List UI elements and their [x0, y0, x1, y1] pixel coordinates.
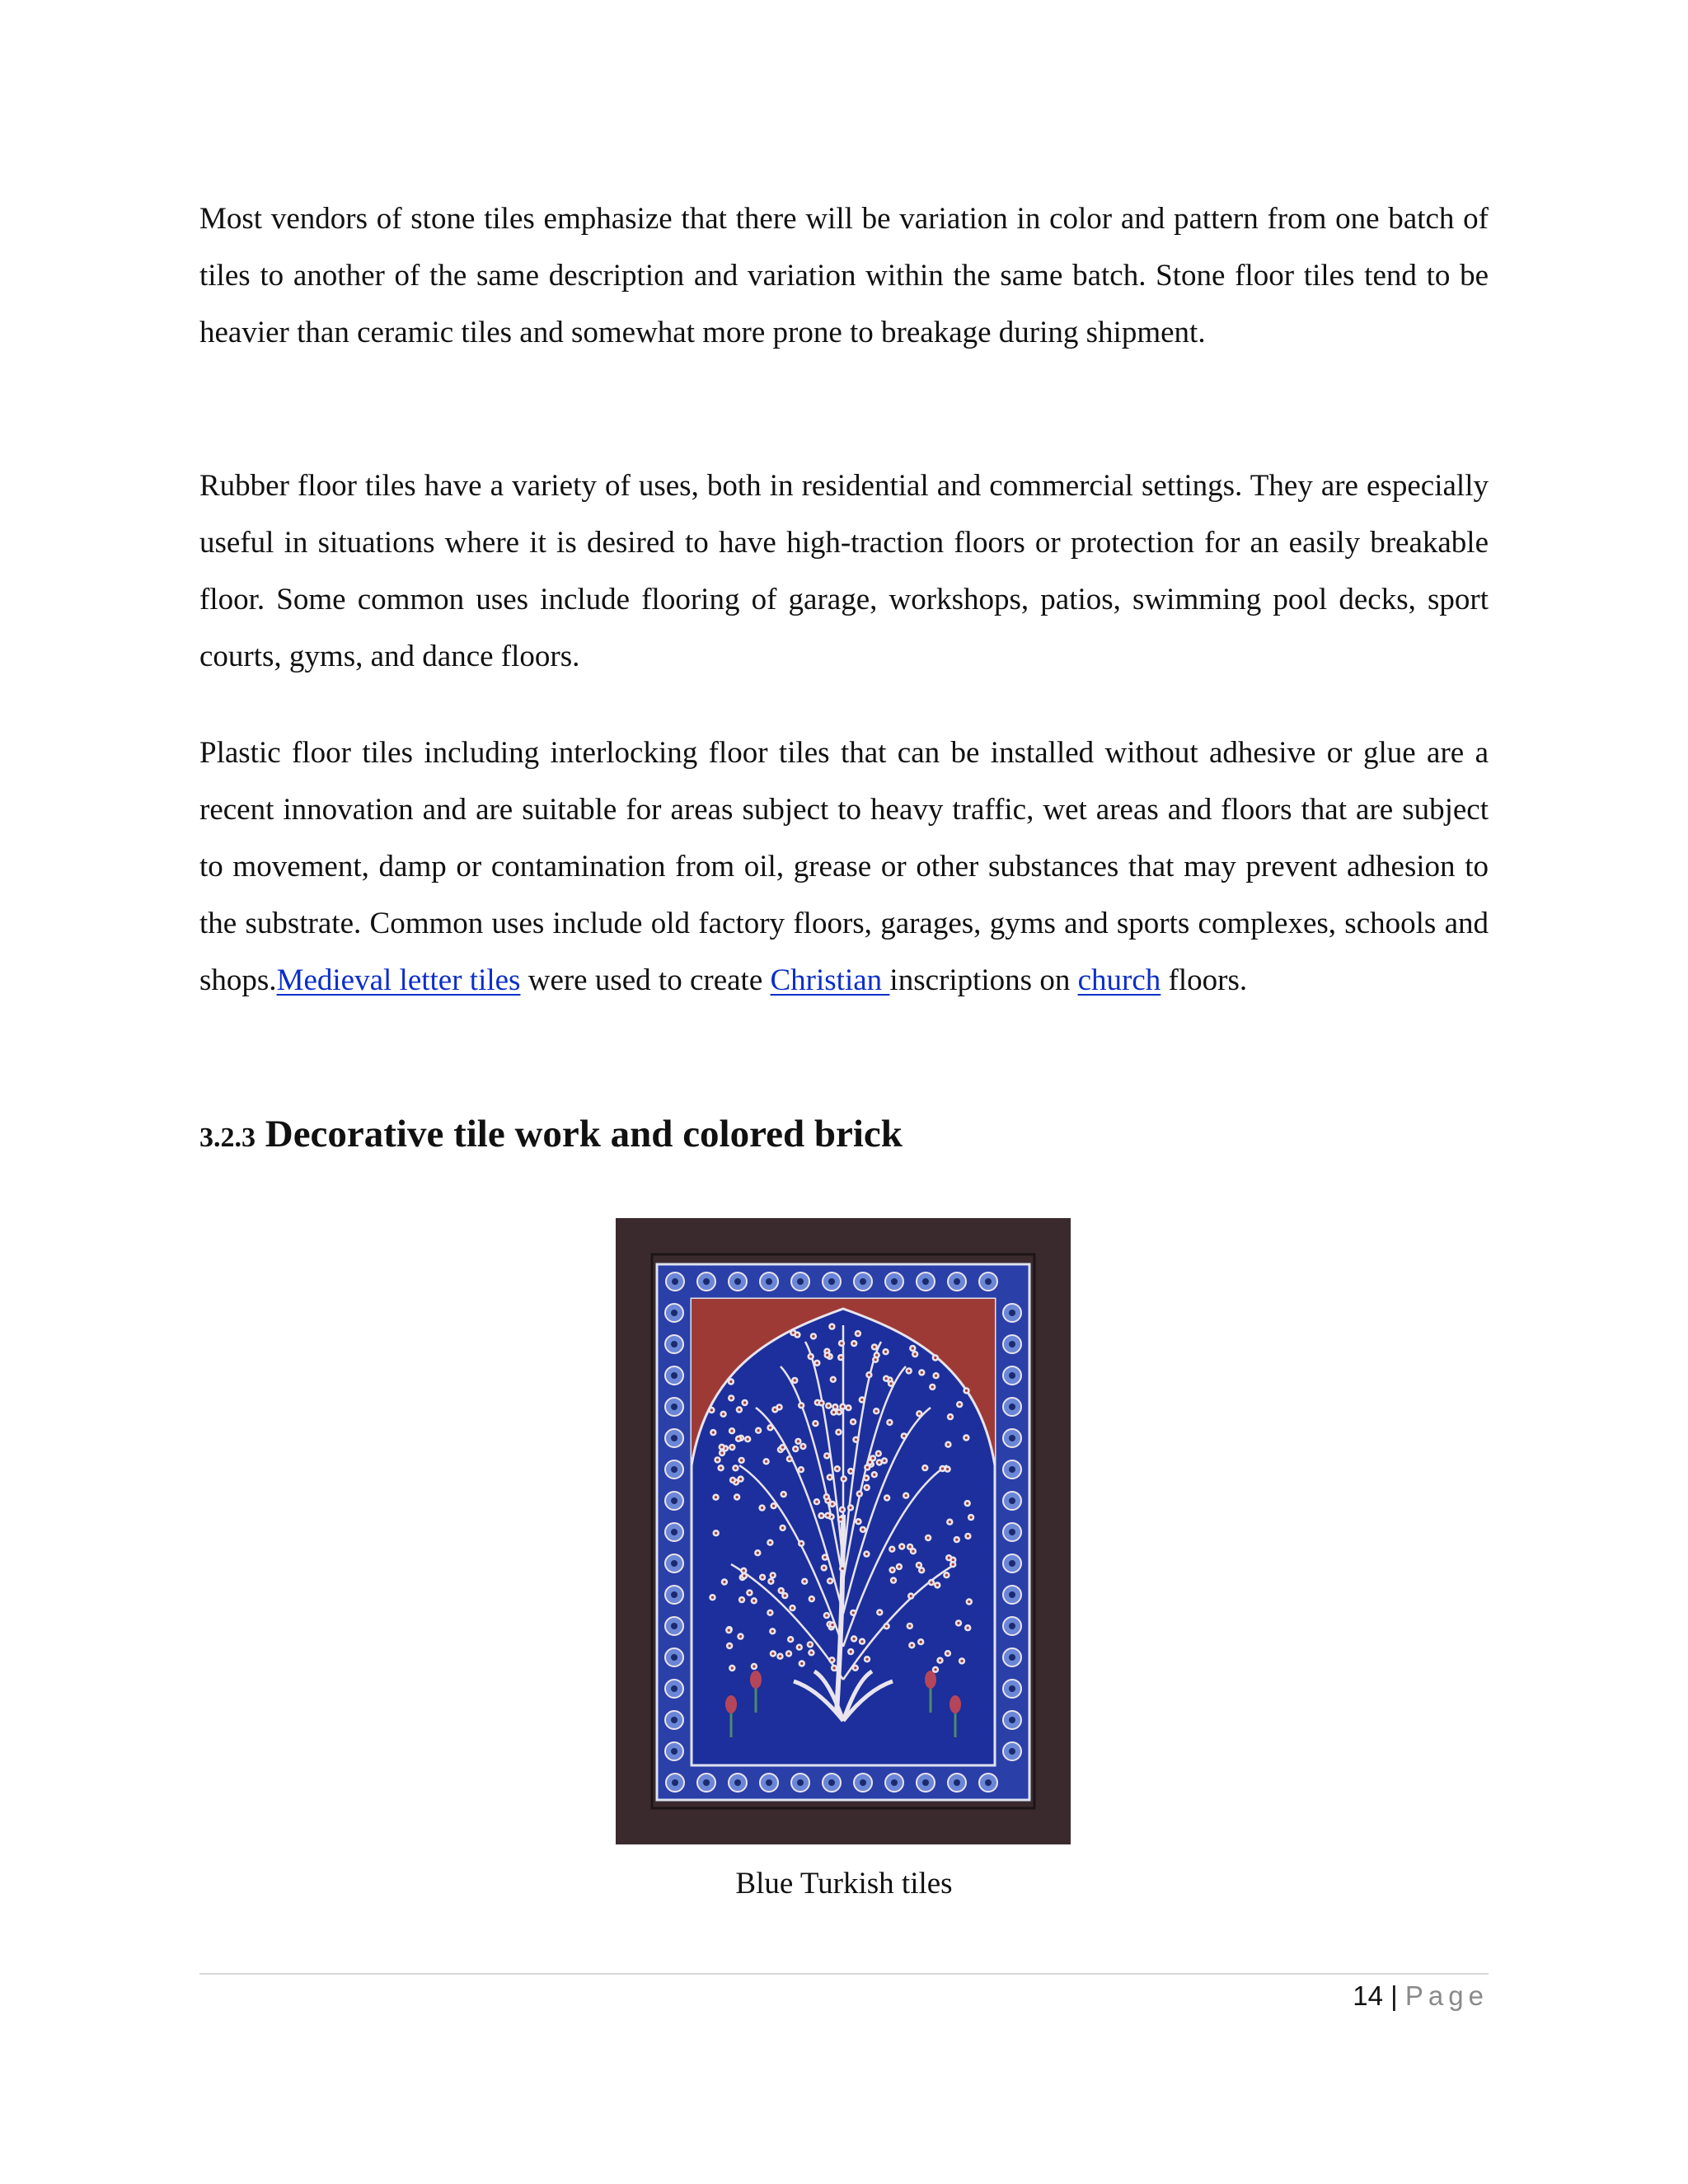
tulip-bloom [725, 1695, 737, 1713]
blossom-center [837, 1431, 840, 1433]
blossom-center [878, 1461, 880, 1464]
blossom-center [832, 1411, 835, 1413]
blossom-center [800, 1662, 803, 1665]
blossom-center [730, 1430, 733, 1432]
blossom-center [910, 1595, 912, 1597]
rosette-center [1009, 1372, 1015, 1379]
blossom-center [852, 1421, 855, 1423]
tulip-bloom [750, 1671, 762, 1689]
rosette-center [922, 1278, 929, 1285]
rosette-center [985, 1779, 992, 1786]
blossom-center [753, 1600, 755, 1602]
blossom-center [740, 1459, 743, 1461]
blossom-center [787, 1652, 790, 1655]
blossom-center [955, 1539, 958, 1541]
blossom-center [889, 1382, 892, 1385]
rosette-center [1009, 1466, 1015, 1473]
tulip-bloom [925, 1671, 936, 1689]
blossom-center [883, 1460, 885, 1462]
blossom-center [875, 1410, 878, 1413]
blossom-center [799, 1469, 802, 1471]
blossom-center [946, 1652, 949, 1655]
paragraph-text: floors. [1160, 963, 1248, 997]
rosette-center [671, 1372, 678, 1379]
paragraph-text: inscriptions on [889, 963, 1078, 997]
blossom-center [736, 1496, 738, 1498]
blossom-center [967, 1535, 969, 1537]
blossom-center [889, 1421, 891, 1423]
rosette-center [1009, 1310, 1015, 1316]
blossom-center [720, 1446, 723, 1448]
blossom-center [854, 1666, 856, 1669]
blossom-center [957, 1622, 959, 1624]
blossom-center [730, 1397, 733, 1399]
blossom-center [911, 1644, 913, 1647]
blossom-center [820, 1515, 823, 1517]
blossom-center [842, 1405, 844, 1408]
blossom-center [770, 1580, 772, 1582]
blossom-center [852, 1611, 855, 1614]
blossom-center [865, 1658, 868, 1661]
blossom-center [841, 1508, 843, 1511]
rosette-center [671, 1591, 678, 1598]
blossom-center [931, 1385, 934, 1388]
blossom-center [739, 1635, 742, 1638]
rosette-center [734, 1278, 741, 1285]
blossom-center [729, 1644, 731, 1647]
blossom-center [939, 1659, 941, 1661]
blossom-center [868, 1374, 870, 1376]
blossom-center [757, 1552, 759, 1554]
blossom-center [827, 1514, 829, 1516]
blossom-center [945, 1574, 948, 1577]
rosette-center [671, 1623, 678, 1629]
rosette-center [1009, 1654, 1015, 1661]
rosette-center [703, 1779, 710, 1786]
link-medieval-letter-tiles[interactable]: Medieval letter tiles [276, 963, 521, 997]
blossom-center [716, 1459, 719, 1461]
blossom-center [873, 1346, 875, 1348]
page-footer [1353, 1977, 1489, 2015]
blossom-center [794, 1379, 796, 1381]
blossom-center [965, 1390, 968, 1392]
blossom-center [798, 1646, 800, 1648]
blossom-center [860, 1399, 863, 1401]
blossom-center [772, 1505, 775, 1507]
paragraph-text: Rubber floor tiles have a variety of uses, both in residential and commercial settings. They are especially useful in situations where it is desired to have high-traction floors or protection for an easily breakable floor. Some common uses include flooring of garage, workshops, patios, swimming pool decks, sport courts, gyms, and dance floors. [199, 469, 1489, 673]
blossom-center [761, 1507, 763, 1509]
blossom-center [840, 1342, 842, 1344]
blossom-center [842, 1478, 845, 1480]
blossom-center [781, 1526, 784, 1529]
blossom-center [879, 1611, 881, 1614]
blossom-center [825, 1615, 828, 1617]
rosette-center [671, 1466, 678, 1473]
rosette-center [671, 1717, 678, 1723]
section-title: Decorative tile work and colored brick [265, 1113, 903, 1155]
blossom-center [949, 1521, 951, 1523]
blossom-center [809, 1643, 811, 1646]
rosette-center [1009, 1435, 1015, 1441]
blossom-center [909, 1545, 912, 1548]
blossom-center [874, 1358, 877, 1361]
rosette-center [891, 1278, 898, 1285]
figure-blue-turkish-tiles [616, 1218, 1071, 1844]
rosette-center [766, 1278, 772, 1285]
blossom-center [823, 1567, 825, 1569]
link-christian[interactable]: Christian [770, 963, 890, 997]
blossom-center [748, 1591, 751, 1594]
rosette-center [671, 1404, 678, 1410]
blossom-center [952, 1563, 954, 1566]
blossom-center [861, 1528, 864, 1530]
blossom-center [832, 1378, 834, 1380]
blossom-center [747, 1438, 749, 1441]
blossom-center [809, 1355, 812, 1357]
blossom-center [934, 1668, 936, 1671]
rosette-center [860, 1278, 866, 1285]
blossom-center [771, 1652, 774, 1655]
rosette-center [671, 1310, 678, 1316]
blossom-center [865, 1477, 868, 1479]
blossom-center [892, 1579, 894, 1582]
blossom-center [914, 1353, 917, 1356]
blossom-center [857, 1521, 860, 1523]
blossom-center [921, 1569, 923, 1572]
rosette-center [985, 1278, 992, 1285]
blossom-center [757, 1429, 760, 1432]
page-label: Page [1404, 1980, 1489, 2011]
blossom-center [858, 1493, 860, 1495]
blossom-center [941, 1467, 944, 1469]
rosette-center [672, 1278, 678, 1285]
rosette-center [671, 1497, 678, 1504]
rosette-center [1009, 1529, 1015, 1535]
rosette-center [766, 1779, 772, 1786]
blossom-center [853, 1638, 856, 1640]
blossom-center [743, 1575, 745, 1577]
paragraph-plastic-tiles [199, 724, 1489, 1009]
rosette-center [1009, 1717, 1015, 1723]
blossom-center [826, 1354, 828, 1357]
blossom-center [831, 1502, 833, 1505]
blossom-center [729, 1380, 732, 1383]
blossom-center [810, 1652, 813, 1654]
blossom-center [731, 1446, 734, 1449]
blossom-center [873, 1474, 875, 1476]
blossom-center [877, 1452, 879, 1455]
rosette-center [1009, 1560, 1015, 1567]
blossom-center [815, 1501, 818, 1503]
blossom-center [823, 1556, 826, 1558]
blossom-center [968, 1601, 970, 1603]
blossom-center [740, 1599, 743, 1601]
blossom-center [826, 1455, 828, 1457]
rosette-center [671, 1529, 678, 1535]
rosette-center [922, 1779, 929, 1786]
blossom-center [903, 1435, 905, 1437]
blossom-center [769, 1541, 771, 1544]
blossom-center [853, 1343, 856, 1345]
blossom-center [952, 1558, 954, 1561]
blossom-center [712, 1432, 715, 1434]
blossom-center [800, 1404, 803, 1407]
blossom-center [831, 1624, 833, 1626]
blossom-center [965, 1436, 968, 1439]
paragraph-text: Plastic floor tiles including interlocking floor tiles that can be installed without adhesive or glue are a recent innovation and are suitable for areas subject to heavy traffic, wet areas and floors that are subject to movement, damp or contamination from oil, grease or other substances that may prevent adhesion to the substrate. Common uses include old factory floors, garages, gyms and sports complexes, schools and shops. [199, 736, 1489, 997]
blossom-center [872, 1457, 874, 1460]
blossom-center [839, 1518, 842, 1521]
blossom-center [804, 1580, 806, 1582]
blossom-center [920, 1641, 922, 1643]
blossom-center [924, 1467, 926, 1469]
blossom-center [816, 1361, 818, 1364]
blossom-center [908, 1624, 911, 1627]
blossom-center [917, 1564, 920, 1567]
blossom-center [905, 1494, 907, 1497]
blossom-center [850, 1651, 852, 1653]
blossom-center [837, 1411, 840, 1413]
paragraph-text: were used to create [520, 963, 771, 997]
blossom-center [833, 1666, 836, 1669]
blossom-center [960, 1660, 963, 1662]
blossom-center [970, 1516, 973, 1519]
blossom-center [966, 1502, 968, 1505]
blossom-center [722, 1413, 724, 1415]
rosette-center [860, 1779, 866, 1786]
blossom-center [912, 1347, 914, 1349]
rosette-center [671, 1341, 678, 1347]
blossom-center [715, 1532, 717, 1535]
blossom-center [731, 1479, 734, 1481]
tile-panel-image [616, 1218, 1071, 1844]
footer-divider [199, 1973, 1489, 1975]
blossom-center [720, 1451, 723, 1454]
blossom-center [948, 1557, 950, 1559]
blossom-center [865, 1486, 868, 1488]
blossom-center [898, 1565, 900, 1568]
blossom-center [739, 1478, 742, 1480]
blossom-center [711, 1596, 714, 1599]
blossom-center [710, 1408, 713, 1411]
blossom-center [769, 1427, 771, 1429]
blossom-center [947, 1443, 950, 1446]
blossom-center [720, 1467, 722, 1469]
blossom-center [847, 1407, 850, 1409]
tulip-bloom [950, 1695, 961, 1713]
blossom-center [753, 1665, 755, 1667]
blossom-center [840, 1357, 842, 1359]
blossom-center [875, 1354, 878, 1357]
blossom-center [836, 1468, 838, 1470]
blossom-center [743, 1569, 745, 1572]
rosette-center [828, 1278, 835, 1285]
blossom-center [825, 1496, 828, 1498]
blossom-center [930, 1582, 932, 1584]
blossom-center [828, 1476, 831, 1479]
blossom-center [792, 1332, 795, 1334]
blossom-center [901, 1545, 903, 1548]
blossom-center [855, 1438, 857, 1441]
blossom-center [885, 1625, 888, 1628]
blossom-center [831, 1325, 833, 1328]
blossom-center [849, 1507, 851, 1509]
blossom-center [812, 1335, 814, 1338]
blossom-center [814, 1422, 817, 1425]
rosette-center [1009, 1404, 1015, 1410]
blossom-center [737, 1437, 739, 1440]
blossom-center [946, 1468, 949, 1470]
blossom-center [765, 1460, 767, 1463]
blossom-center [800, 1542, 803, 1544]
blossom-center [866, 1466, 869, 1469]
section-heading [199, 1109, 903, 1163]
rosette-center [672, 1779, 678, 1786]
blossom-center [728, 1629, 730, 1632]
blossom-center [949, 1416, 951, 1418]
blossom-center [762, 1576, 764, 1578]
paragraph-rubber-tiles [199, 457, 1489, 685]
paragraph-text: Most vendors of stone tiles emphasize that there will be variation in color and pattern from one batch of tiles to another of the same description and variation within the same batch. Stone floor tiles tend to be heavier than ceramic tiles and somewhat more prone to breakage during shipment. [199, 202, 1489, 349]
blossom-center [784, 1595, 786, 1597]
blossom-center [921, 1371, 923, 1374]
blossom-center [869, 1461, 871, 1464]
blossom-center [935, 1375, 937, 1377]
rosette-center [671, 1654, 678, 1661]
blossom-center [936, 1584, 939, 1586]
section-number: 3.2.3 [199, 1122, 256, 1153]
rosette-center [671, 1685, 678, 1692]
blossom-center [778, 1406, 781, 1408]
blossom-center [831, 1659, 833, 1661]
blossom-center [829, 1580, 832, 1582]
blossom-center [934, 1357, 936, 1359]
blossom-center [907, 1370, 910, 1372]
rosette-center [1009, 1623, 1015, 1629]
blossom-center [802, 1445, 804, 1447]
blossom-center [891, 1568, 893, 1571]
blossom-center [781, 1446, 784, 1449]
blossom-center [912, 1550, 914, 1553]
blossom-center [885, 1377, 888, 1380]
blossom-center [842, 1568, 844, 1570]
blossom-center [779, 1655, 781, 1657]
blossom-center [884, 1351, 887, 1353]
blossom-center [959, 1404, 961, 1406]
blossom-center [820, 1402, 823, 1404]
blossom-center [856, 1333, 859, 1335]
rosette-center [828, 1779, 835, 1786]
blossom-center [795, 1448, 797, 1451]
blossom-center [886, 1497, 889, 1499]
blossom-center [834, 1406, 837, 1408]
blossom-center [850, 1470, 852, 1473]
rosette-center [797, 1278, 804, 1285]
blossom-center [780, 1589, 782, 1591]
blossom-center [782, 1493, 785, 1496]
blossom-center [860, 1640, 863, 1643]
blossom-center [790, 1638, 792, 1641]
blossom-center [715, 1496, 717, 1498]
rosette-center [1009, 1591, 1015, 1598]
blossom-center [769, 1611, 771, 1614]
blossom-center [734, 1467, 737, 1469]
rosette-center [797, 1779, 804, 1786]
rosette-center [671, 1560, 678, 1567]
rosette-center [954, 1278, 960, 1285]
rosette-center [1009, 1748, 1015, 1755]
figure-caption: Blue Turkish tiles [735, 1867, 953, 1900]
blossom-center [771, 1630, 774, 1633]
blossom-center [828, 1404, 830, 1407]
blossom-center [796, 1333, 799, 1336]
blossom-center [865, 1553, 868, 1555]
blossom-center [810, 1598, 813, 1601]
blossom-center [743, 1401, 746, 1404]
blossom-center [771, 1574, 774, 1577]
rosette-center [703, 1278, 710, 1285]
page-number: 14 [1353, 1980, 1383, 2011]
blossom-center [738, 1408, 740, 1411]
blossom-center [967, 1627, 969, 1629]
paragraph-stone-tiles [199, 190, 1489, 361]
blossom-center [918, 1413, 921, 1415]
blossom-center [791, 1607, 794, 1610]
blossom-center [774, 1408, 776, 1411]
rosette-center [671, 1435, 678, 1441]
blossom-center [797, 1440, 799, 1442]
blossom-center [723, 1581, 725, 1583]
blossom-center [731, 1666, 734, 1669]
rosette-center [1009, 1685, 1015, 1692]
rosette-center [734, 1779, 741, 1786]
rosette-center [671, 1748, 678, 1755]
blossom-center [788, 1458, 790, 1460]
rosette-center [954, 1779, 960, 1786]
rosette-center [1009, 1341, 1015, 1347]
rosette-center [1009, 1497, 1015, 1504]
link-church[interactable]: church [1077, 963, 1161, 997]
blossom-center [891, 1548, 893, 1550]
blossom-center [927, 1536, 930, 1539]
footer-separator: | [1390, 1980, 1398, 2011]
rosette-center [891, 1779, 898, 1786]
